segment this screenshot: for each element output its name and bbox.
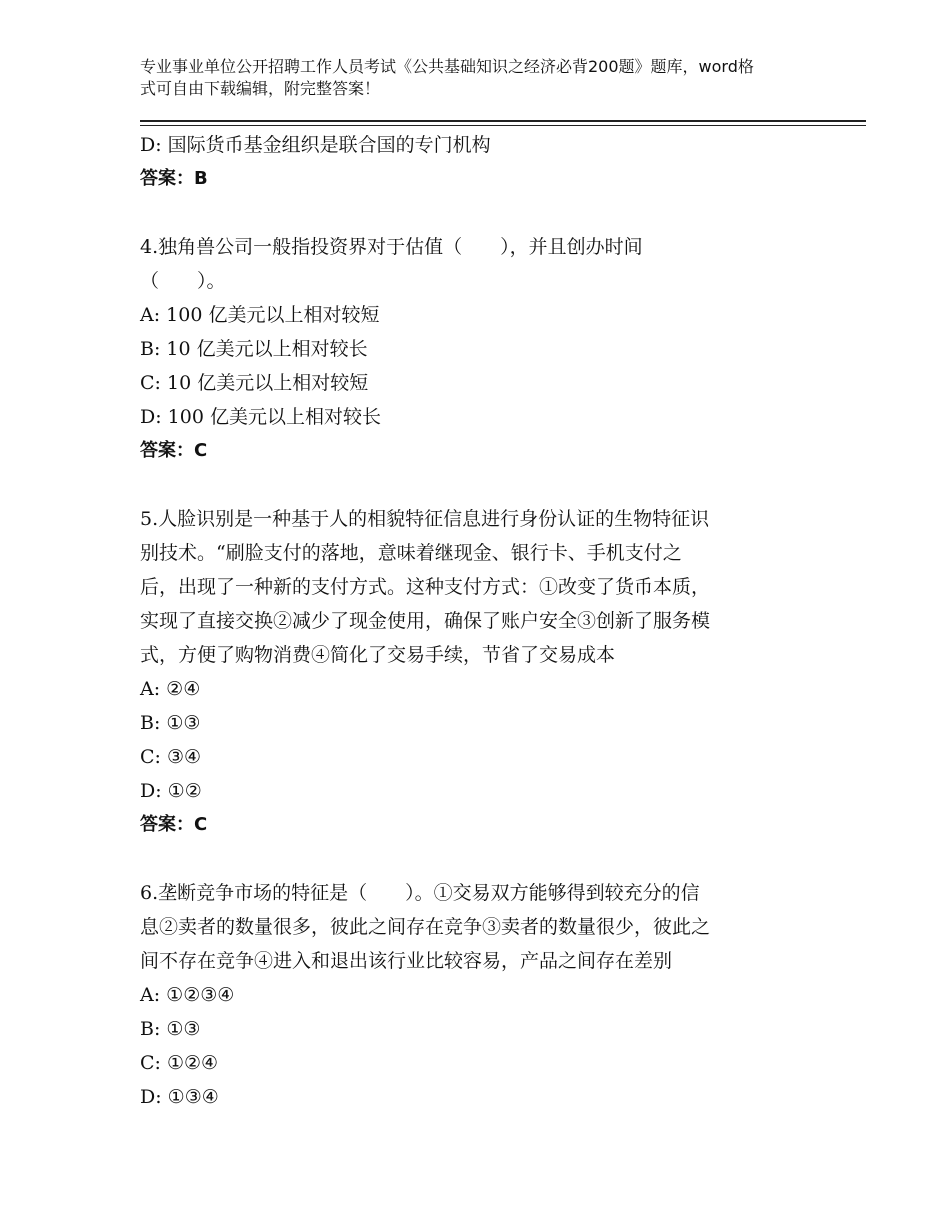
question-gap [140, 196, 820, 230]
question-list [140, 128, 820, 1114]
document-header: 专业事业单位公开招聘工作人员考试《公共基础知识之经济必背200题》题库，word格式可自由下载编辑，附完整答案！ [140, 57, 754, 98]
question-gap [140, 842, 820, 876]
stem-line: 式，方便了购物消费④简化了交易手续，节省了交易成本 [140, 644, 616, 666]
option-a: A: ①②③④ [140, 984, 235, 1006]
question-6 [140, 876, 820, 1114]
stem-line: （ ）。 [140, 270, 226, 292]
option-a: A: 100 亿美元以上相对较短 [140, 304, 380, 326]
question-stem [140, 502, 820, 672]
stem-line: 6.垄断竞争市场的特征是（ ）。①交易双方能够得到较充分的信 [140, 882, 700, 904]
stem-line: 息②卖者的数量很多，彼此之间存在竞争③卖者的数量很少，彼此之 [140, 916, 711, 938]
answer: 答案：C [140, 440, 208, 461]
option-b: B: ①③ [140, 1018, 201, 1040]
option-d: D: 100 亿美元以上相对较长 [140, 406, 381, 428]
answer: 答案：B [140, 168, 208, 189]
option-b: B: 10 亿美元以上相对较长 [140, 338, 368, 360]
stem-line: 后，出现了一种新的支付方式。这种支付方式：①改变了货币本质， [140, 576, 711, 598]
option-c: C: ①②④ [140, 1052, 219, 1074]
option-d: D: ①② [140, 780, 202, 802]
stem-line: 别技术。“刷脸支付的落地，意味着继现金、银行卡、手机支付之 [140, 542, 682, 564]
option-c: C: ③④ [140, 746, 202, 768]
answer: 答案：C [140, 814, 208, 835]
header-rule-thick [140, 120, 866, 122]
option-c: C: 10 亿美元以上相对较短 [140, 372, 369, 394]
header-rule-thin [140, 125, 866, 126]
stem-line: 5.人脸识别是一种基于人的相貌特征信息进行身份认证的生物特征识 [140, 508, 710, 530]
question-4 [140, 230, 820, 468]
option-d: D: ①③④ [140, 1086, 219, 1108]
stem-line: 实现了直接交换②减少了现金使用，确保了账户安全③创新了服务模 [140, 610, 711, 632]
question-5 [140, 502, 820, 842]
question-gap [140, 468, 820, 502]
option-b: B: ①③ [140, 712, 201, 734]
option-a: A: ②④ [140, 678, 201, 700]
stem-line: 间不存在竞争④进入和退出该行业比较容易，产品之间存在差别 [140, 950, 673, 972]
stem-line: 4.独角兽公司一般指投资界对于估值（ ），并且创办时间 [140, 236, 643, 258]
question-stem [140, 230, 820, 298]
question-stem [140, 876, 820, 978]
option-d: D: 国际货币基金组织是联合国的专门机构 [140, 134, 491, 156]
question-3 [140, 128, 820, 196]
